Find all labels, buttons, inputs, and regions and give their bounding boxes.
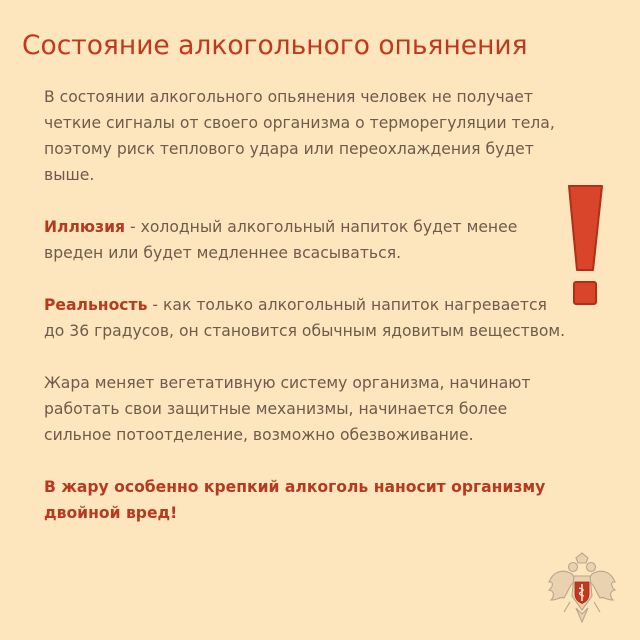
intro-paragraph: В состоянии алкогольного опьянения человек не получает четкие сигналы от своего организма о терморегуляции тела, поэтому риск теплового удара или переохлаждения будет выше. [44, 88, 555, 184]
reality-paragraph [44, 292, 569, 344]
rospotrebnadzor-emblem [546, 552, 618, 632]
reality-term: Реальность [44, 296, 148, 314]
reality-text: - как только алкогольный напиток нагревается до 36 градусов, он становится обычным ядовитым веществом. [44, 296, 566, 340]
illusion-term: Иллюзия [44, 218, 126, 236]
article-body [44, 84, 569, 526]
exclamation-mark-icon [560, 182, 610, 312]
page-title: Состояние алкогольного опьянения [22, 30, 528, 61]
conclusion-paragraph: В жару особенно крепкий алкоголь наносит организму двойной вред! [44, 478, 546, 522]
illusion-paragraph [44, 214, 569, 266]
illusion-text: - холодный алкогольный напиток будет менее вреден или будет медленнее всасываться. [44, 218, 518, 262]
heat-paragraph: Жара меняет вегетативную систему организма, начинают работать свои защитные механизмы, начинается более сильное потоотделение, возможно обезвоживание. [44, 374, 531, 444]
